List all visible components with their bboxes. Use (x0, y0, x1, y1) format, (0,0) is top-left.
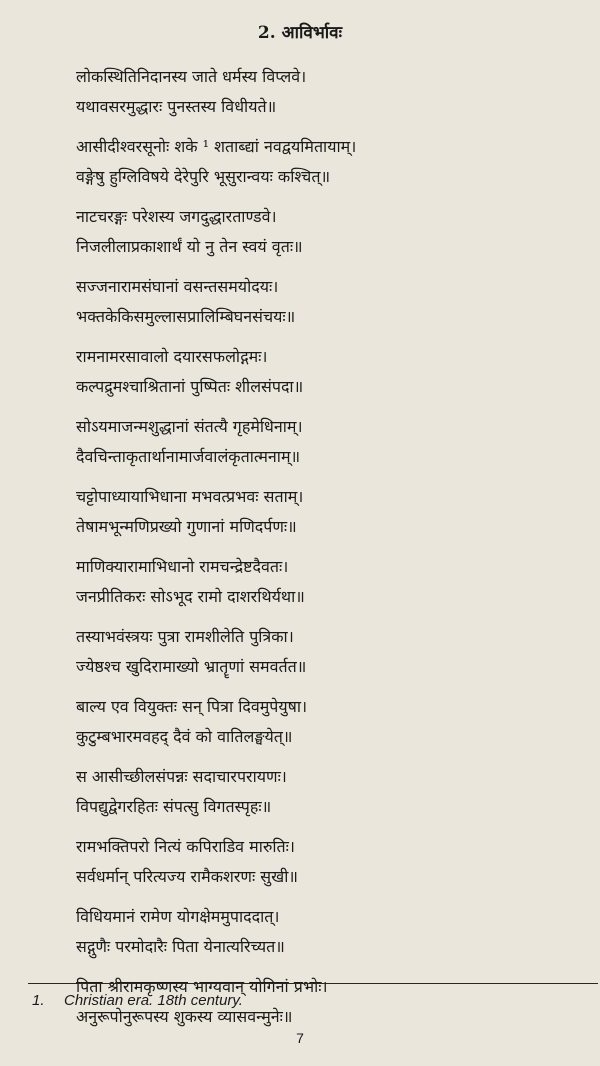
verse (76, 342, 546, 402)
verse (76, 552, 546, 612)
verse (76, 202, 546, 262)
verse (76, 832, 546, 892)
verse-line: स आसीच्छीलसंपन्नः सदाचारपरायणः। (76, 767, 287, 786)
verse-line: निजलीलाप्रकाशार्थं यो नु तेन स्वयं वृतः॥ (76, 237, 303, 256)
verse-line: वङ्गेषु हुग्लिविषये देरेपुरि भूसुरान्वयः कश्चित्॥ (76, 167, 331, 186)
footnote-text: Christian era. 18th century. (64, 992, 243, 1009)
verse (76, 692, 546, 752)
verse (76, 902, 546, 962)
verse (76, 482, 546, 542)
verse-line: कुटुम्बभारमवहद् दैवं को वातिलङ्घयेत्॥ (76, 727, 293, 746)
verse (76, 62, 546, 122)
verse-line: विधियमानं रामेण योगक्षेममुपाददात्। (76, 907, 280, 926)
footnote-marker: 1. (32, 992, 45, 1009)
verse-line: बाल्य एव वियुक्तः सन् पित्रा दिवमुपेयुषा। (76, 697, 308, 716)
verse-line: यथावसरमुद्धारः पुनस्तस्य विधीयते॥ (76, 97, 277, 116)
verse-line: तेषामभून्मणिप्रख्यो गुणानां मणिदर्पणः॥ (76, 517, 297, 536)
verse-line: सोऽयमाजन्मशुद्धानां संतत्यै गृहमेधिनाम्। (76, 417, 303, 436)
verse-line: माणिक्यारामाभिधानो रामचन्द्रेष्टदैवतः। (76, 557, 289, 576)
verse-list (76, 62, 546, 1042)
verse-line: पिता श्रीरामकृष्णस्य भाग्यवान् योगिनां प्रभोः। (76, 977, 328, 996)
verse-line: सर्वधर्मान् परित्यज्य रामैकशरणः सुखी॥ (76, 867, 298, 886)
verse-line: नाटचरङ्गः परेशस्य जगदुद्धारताण्डवे। (76, 207, 277, 226)
verse-line: दैवचिन्ताकृतार्थानामार्जवालंकृतात्मनाम्॥ (76, 447, 301, 466)
verse-line: आसीदीश्वरसूनोः शके ¹ शताब्द्यां नवद्वयमितायाम्। (76, 137, 357, 156)
verse-line: चट्टोपाध्यायाभिधाना मभवत्प्रभवः सताम्। (76, 487, 304, 506)
section-title: 2. आविर्भावः (257, 23, 343, 43)
verse (76, 762, 546, 822)
verse (76, 132, 546, 192)
verse-line: विपद्युद्वेगरहितः संपत्सु विगतस्पृहः॥ (76, 797, 272, 816)
verse-line: तस्याभवंस्त्रयः पुत्रा रामशीलेति पुत्रिका। (76, 627, 294, 646)
verse (76, 412, 546, 472)
verse-line: कल्पद्रुमश्चाश्रितानां पुष्पितः शीलसंपदा॥ (76, 377, 304, 396)
verse-line: अनुरूपोनुरूपस्य शुकस्य व्यासवन्मुनेः॥ (76, 1007, 293, 1026)
footnote-divider (28, 983, 598, 984)
verse-line: जनप्रीतिकरः सोऽभूद रामो दाशरथिर्यथा॥ (76, 587, 305, 606)
verse-line: सज्जनारामसंघानां वसन्तसमयोदयः। (76, 277, 279, 296)
page-number: 7 (296, 1030, 304, 1046)
verse-line: भक्तकेकिसमुल्लासप्रालिम्बिघनसंचयः॥ (76, 307, 296, 326)
verse-line: रामभक्तिपरो नित्यं कपिराडिव मारुतिः। (76, 837, 295, 856)
verse-line: रामनामरसावालो दयारसफलोद्गमः। (76, 347, 268, 366)
verse (76, 272, 546, 332)
verse (76, 622, 546, 682)
verse-line: लोकस्थितिनिदानस्य जाते धर्मस्य विप्लवे। (76, 67, 307, 86)
verse-line: सद्गुणैः परमोदारैः पिता येनात्यरिच्यत॥ (76, 937, 285, 956)
verse-line: ज्येष्ठश्च खुदिरामाख्यो भ्रातॄणां समवर्तत॥ (76, 657, 307, 676)
